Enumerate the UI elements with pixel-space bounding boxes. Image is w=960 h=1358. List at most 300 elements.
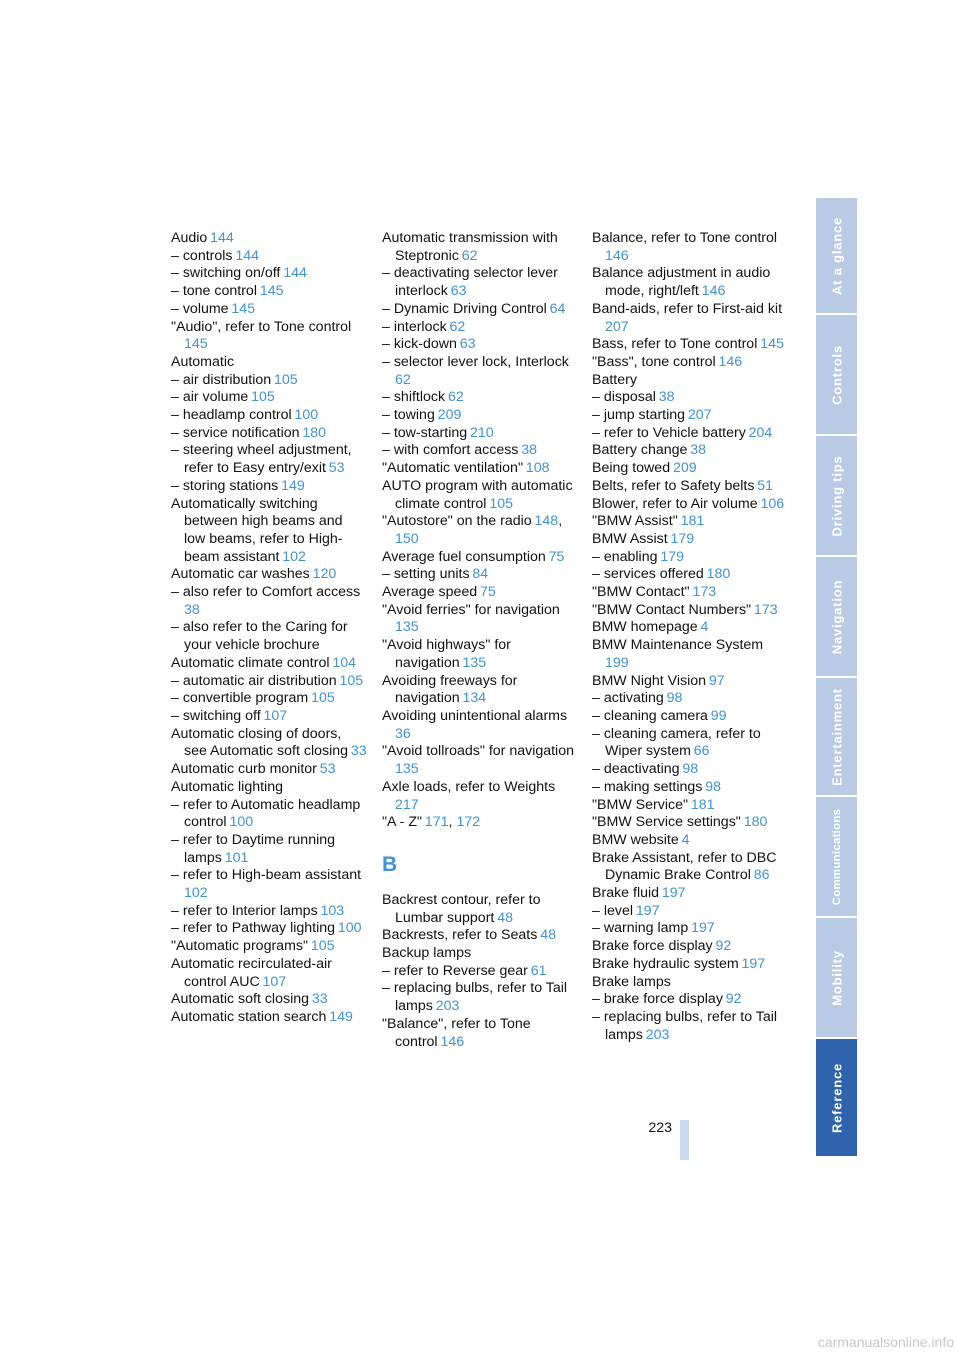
- index-entry: [382, 708, 578, 743]
- index-entry-text: – cleaning camera, refer to Wiper system: [592, 725, 761, 760]
- index-entry: [592, 230, 788, 265]
- index-entry-text: Automatic closing of doors, see Automatic soft closing: [171, 725, 349, 760]
- index-column-2: [382, 230, 578, 1051]
- page-reference-link[interactable]: 98: [682, 761, 699, 778]
- index-entry-text: – volume: [171, 300, 229, 317]
- page-reference-link[interactable]: 172: [456, 814, 481, 831]
- index-entry: [382, 319, 578, 337]
- index-entry-text: "BMW Service": [592, 796, 688, 813]
- index-entry: [592, 797, 788, 815]
- index-entry: [592, 885, 788, 903]
- index-entry-text: Brake Assistant, refer to DBC Dynamic Brake Control: [592, 849, 777, 884]
- index-entry-text: Automatic transmission with Steptronic: [382, 230, 558, 264]
- index-entry-text: Being towed: [592, 460, 671, 477]
- page-reference-link[interactable]: 197: [635, 902, 660, 919]
- index-entry-text: – tow-starting: [382, 424, 468, 441]
- index-entry: [171, 726, 367, 761]
- page-reference-link[interactable]: 134: [462, 690, 487, 707]
- index-entry: [382, 549, 578, 567]
- tab-mobility[interactable]: Mobility: [816, 918, 857, 1037]
- index-entry-text: – refer to High-beam assistant: [171, 867, 362, 884]
- index-entry-text: Backrests, refer to Seats: [382, 927, 538, 944]
- index-entry-text: Avoiding unintentional alarms: [382, 707, 568, 724]
- index-entry: [592, 1009, 788, 1044]
- page-reference-link[interactable]: 62: [395, 371, 411, 388]
- footer-watermark: carmanualsonline.info: [817, 1334, 954, 1350]
- index-entry-text: – also refer to Comfort access: [171, 584, 361, 601]
- page-reference-link[interactable]: 135: [395, 619, 419, 636]
- page-reference-link[interactable]: 149: [281, 477, 305, 494]
- index-entry: [382, 336, 578, 354]
- page-reference-link[interactable]: 101: [224, 849, 249, 866]
- page-reference-link[interactable]: 107: [262, 973, 287, 990]
- page-reference-link[interactable]: 209: [437, 407, 462, 424]
- page-reference-link[interactable]: 105: [310, 938, 335, 955]
- page-reference-link[interactable]: 173: [753, 601, 778, 618]
- page-reference-link[interactable]: 135: [462, 654, 487, 671]
- index-entry-text: BMW Assist: [592, 530, 668, 547]
- index-entry: [592, 814, 788, 832]
- page-reference-link[interactable]: 102: [184, 885, 208, 902]
- page-reference-link[interactable]: 33: [350, 743, 367, 760]
- index-entry-text: – jump starting: [592, 407, 686, 424]
- page-reference-link[interactable]: 181: [680, 513, 705, 530]
- index-entry: [592, 478, 788, 496]
- page-reference-link[interactable]: 38: [690, 442, 707, 459]
- index-entry: [592, 832, 788, 850]
- index-entry-text: Brake lamps: [592, 973, 671, 990]
- index-entry: [171, 938, 367, 956]
- index-entry-text: – disposal: [592, 389, 656, 406]
- page-reference-link[interactable]: 48: [540, 927, 556, 944]
- index-entry-text: Automatic curb monitor: [171, 761, 317, 778]
- index-entry: [171, 442, 367, 477]
- index-entry: [382, 980, 578, 1015]
- index-entry-text: Bass, refer to Tone control: [592, 336, 758, 353]
- index-entry: [592, 779, 788, 797]
- page-reference-link[interactable]: 145: [760, 336, 784, 353]
- index-entry-text: "Bass", tone control: [592, 353, 716, 370]
- index-entry: [592, 903, 788, 921]
- index-entry: "A - Z" 171, 172: [382, 814, 481, 831]
- index-entry: [382, 460, 578, 478]
- index-entry: [171, 619, 367, 654]
- index-entry: [171, 584, 367, 619]
- index-entry: [382, 407, 578, 425]
- index-entry-text: – cleaning camera: [592, 707, 708, 724]
- index-entry: [171, 920, 367, 938]
- page-number-bar: [680, 1120, 689, 1160]
- page-reference-link[interactable]: 98: [666, 690, 683, 707]
- index-entry-text: "Avoid tollroads" for navigation: [382, 743, 574, 760]
- index-entry-text: Average fuel consumption: [382, 548, 546, 565]
- page-reference-link[interactable]: 179: [670, 530, 695, 547]
- index-entry: [382, 1016, 578, 1051]
- page-reference-link[interactable]: 106: [760, 495, 785, 512]
- index-entry-text: – replacing bulbs, refer to Tail lamps: [592, 1008, 778, 1043]
- page-reference-link[interactable]: 180: [706, 566, 731, 583]
- index-entry-text: Brake force display: [592, 938, 713, 955]
- index-entry: [171, 1009, 367, 1027]
- index-entry: [171, 566, 367, 584]
- page-reference-link[interactable]: 203: [645, 1026, 670, 1043]
- index-entry-text: "Avoid highways" for navigation: [382, 637, 511, 671]
- page-reference-link[interactable]: 144: [210, 230, 234, 246]
- section-tabs: [816, 198, 857, 1158]
- page-reference-link[interactable]: 33: [311, 991, 328, 1008]
- index-entry-text: – making settings: [592, 778, 703, 795]
- page-reference-link[interactable]: 146: [605, 247, 629, 264]
- index-entry-text: Automatic: [171, 353, 235, 370]
- index-entry-text: – replacing bulbs, refer to Tail lamps: [382, 980, 568, 1015]
- index-entry: [592, 673, 788, 691]
- page-reference-link[interactable]: 86: [753, 867, 770, 884]
- index-entry-text: Balance adjustment in audio mode, right/left: [592, 265, 771, 300]
- index-entry-text: – switching off: [171, 707, 261, 724]
- index-entry-text: – also refer to the Caring for your vehicle brochure: [171, 619, 348, 654]
- index-entry-text: – refer to Automatic headlamp control: [171, 796, 361, 831]
- index-entry: [382, 779, 578, 814]
- page-number: 223: [648, 1120, 672, 1136]
- index-entry: [382, 892, 578, 927]
- page-reference-link[interactable]: 64: [549, 300, 566, 317]
- index-entry: [382, 673, 578, 708]
- page-reference-link[interactable]: 100: [337, 920, 362, 937]
- index-entry: [382, 478, 578, 513]
- index-entry-text: – setting units: [382, 566, 470, 583]
- index-entry: [592, 619, 788, 637]
- index-entry: [592, 354, 788, 372]
- page-reference-link[interactable]: 48: [497, 909, 513, 926]
- tab-reference[interactable]: Reference: [816, 1039, 857, 1156]
- tab-navigation[interactable]: Navigation: [816, 557, 857, 676]
- index-entry-text: "Autostore" on the radio: [382, 513, 532, 530]
- index-entry: [171, 867, 367, 902]
- page-reference-link[interactable]: 146: [440, 1033, 465, 1050]
- page-reference-link[interactable]: 92: [715, 938, 732, 955]
- page-reference-link[interactable]: 150: [395, 530, 419, 547]
- index-entry: [592, 602, 788, 620]
- page-reference-link[interactable]: 4: [681, 831, 690, 848]
- page-reference-link[interactable]: 92: [725, 991, 742, 1008]
- index-column-1: [171, 230, 367, 1027]
- page-reference-link[interactable]: 179: [660, 548, 684, 565]
- index-entry-text: – services offered: [592, 566, 704, 583]
- index-entry: [382, 743, 578, 778]
- page-reference-link[interactable]: 146: [718, 353, 743, 370]
- index-entry: [171, 496, 367, 567]
- page-reference-link[interactable]: 105: [489, 495, 513, 512]
- tab-driving-tips[interactable]: Driving tips: [816, 436, 857, 555]
- page-reference-link[interactable]: 181: [690, 796, 715, 813]
- page-reference-link[interactable]: 171: [424, 814, 449, 831]
- page-reference-link[interactable]: 207: [687, 407, 712, 424]
- page-reference-link[interactable]: 145: [259, 283, 284, 300]
- index-entry: [171, 690, 367, 708]
- index-entry: [171, 407, 367, 425]
- index-entry: [382, 584, 578, 602]
- page-reference-link[interactable]: 4: [700, 619, 709, 636]
- index-entry-text: – refer to Reverse gear: [382, 962, 528, 979]
- page-reference-link[interactable]: 197: [691, 920, 715, 937]
- page-reference-link[interactable]: 197: [741, 955, 766, 972]
- page-reference-link[interactable]: 107: [263, 707, 288, 724]
- index-entry: [382, 963, 578, 981]
- page-reference-link[interactable]: 120: [312, 566, 337, 583]
- index-entry: [171, 991, 367, 1009]
- index-entry: [382, 945, 578, 963]
- page-reference-link[interactable]: 145: [184, 336, 208, 353]
- index-entry: [382, 425, 578, 443]
- index-entry: [171, 372, 367, 390]
- page-reference-link[interactable]: 53: [319, 761, 336, 778]
- page-reference-link[interactable]: 209: [672, 460, 697, 477]
- index-entry-text: Belts, refer to Safety belts: [592, 477, 755, 494]
- page-reference-link[interactable]: 149: [329, 1008, 353, 1025]
- page-reference-link[interactable]: 217: [395, 796, 419, 813]
- index-entry-text: Automatic soft closing: [171, 991, 309, 1008]
- index-entry: [592, 336, 788, 354]
- index-entry-text: Avoiding freeways for navigation: [382, 672, 518, 707]
- page-reference-link[interactable]: 62: [449, 318, 466, 335]
- index-entry: [171, 354, 367, 372]
- page-reference-link[interactable]: 204: [748, 424, 773, 441]
- page-reference-link[interactable]: 197: [661, 885, 686, 902]
- page-reference-link[interactable]: 66: [693, 743, 710, 760]
- page-reference-link[interactable]: 62: [461, 247, 478, 264]
- index-entry-text: Backrest contour, refer to Lumbar support: [382, 891, 541, 926]
- index-entry-text: – controls: [171, 247, 233, 264]
- index-entry-text: – shiftlock: [382, 389, 446, 406]
- index-entry: [592, 372, 788, 390]
- page-reference-link[interactable]: 108: [525, 460, 550, 477]
- index-entry: [171, 832, 367, 867]
- page-reference-link[interactable]: 173: [692, 584, 717, 601]
- page-reference-link[interactable]: 62: [447, 389, 464, 406]
- page-reference-link[interactable]: 38: [521, 442, 538, 459]
- index-entry-text: "Automatic programs": [171, 938, 309, 955]
- index-entry: [382, 927, 578, 945]
- index-entry: [592, 974, 788, 992]
- page-reference-link[interactable]: 146: [701, 283, 726, 300]
- index-entry-text: Band-aids, refer to First-aid kit: [592, 300, 783, 317]
- index-entry-text: Battery: [592, 371, 637, 388]
- index-entry-text: – storing stations: [171, 477, 279, 494]
- index-entry-text: – selector lever lock, Interlock: [382, 353, 569, 370]
- index-entry-text: AUTO program with automatic climate control: [382, 477, 573, 512]
- index-entry: [171, 283, 367, 301]
- index-entry-text: Blower, refer to Air volume: [592, 495, 758, 512]
- index-entry-text: Automatic lighting: [171, 778, 283, 795]
- page-reference-link[interactable]: 98: [705, 778, 722, 795]
- page-reference-link[interactable]: 100: [294, 407, 319, 424]
- index-entry: [171, 389, 367, 407]
- page-reference-link[interactable]: 61: [530, 962, 547, 979]
- index-entry-text: "Avoid ferries" for navigation: [382, 601, 560, 618]
- page-reference-link[interactable]: 199: [605, 654, 629, 671]
- index-entry-text: – headlamp control: [171, 407, 292, 424]
- index-entry-text: "A - Z": [382, 814, 423, 831]
- index-entry-text: – level: [592, 902, 634, 919]
- page-reference-link[interactable]: 99: [710, 707, 727, 724]
- index-entry: [592, 265, 788, 300]
- index-entry-text: Brake fluid: [592, 885, 660, 902]
- index-entry-text: BMW website: [592, 831, 679, 848]
- page-reference-link[interactable]: 100: [229, 814, 254, 831]
- index-entry: [171, 230, 367, 248]
- index-entry: [171, 761, 367, 779]
- page-reference-link[interactable]: 97: [708, 672, 725, 689]
- index-entry-text: Brake hydraulic system: [592, 955, 739, 972]
- page-reference-link[interactable]: 104: [332, 654, 357, 671]
- index-entry: [171, 301, 367, 319]
- page-reference-link[interactable]: 145: [231, 300, 256, 317]
- index-entry-text: – warning lamp: [592, 920, 689, 937]
- page-reference-link[interactable]: 75: [548, 548, 565, 565]
- index-entry: [592, 566, 788, 584]
- index-entry: [592, 425, 788, 443]
- page-reference-link[interactable]: 105: [251, 389, 275, 406]
- index-entry: "Autostore" on the radio 148, 150: [382, 513, 563, 547]
- index-entry: [171, 478, 367, 496]
- index-entry: [592, 690, 788, 708]
- index-entry: [382, 230, 578, 265]
- index-entry-text: – deactivating: [592, 761, 680, 778]
- index-entry-text: "BMW Assist": [592, 513, 678, 530]
- index-entry: [592, 584, 788, 602]
- page-reference-link[interactable]: 38: [658, 389, 675, 406]
- index-entry-text: BMW Night Vision: [592, 672, 707, 689]
- index-entry: [592, 761, 788, 779]
- index-entry: [592, 442, 788, 460]
- index-entry-text: Audio: [171, 230, 208, 246]
- page-reference-link[interactable]: 38: [184, 601, 200, 618]
- index-entry-text: "Automatic ventilation": [382, 460, 523, 477]
- index-entry-text: Automatic car washes: [171, 566, 310, 583]
- index-entry: [382, 354, 578, 389]
- index-entry: [171, 248, 367, 266]
- index-entry: [592, 991, 788, 1009]
- index-entry-text: "Audio", refer to Tone control: [171, 318, 352, 335]
- index-entry: [592, 460, 788, 478]
- index-entry: [592, 513, 788, 531]
- page-reference-link[interactable]: 180: [302, 424, 327, 441]
- index-entry-text: – refer to Daytime running lamps: [171, 831, 336, 866]
- page-reference-link[interactable]: 203: [435, 998, 460, 1015]
- index-entry: [171, 708, 367, 726]
- index-entry-text: Axle loads, refer to Weights: [382, 778, 556, 795]
- page-reference-link[interactable]: 105: [339, 672, 364, 689]
- page-reference-link[interactable]: 63: [459, 336, 476, 353]
- page-reference-link[interactable]: 36: [395, 725, 411, 742]
- page-reference-link[interactable]: 210: [470, 424, 494, 441]
- page-reference-link[interactable]: 135: [395, 761, 419, 778]
- index-entry: [592, 708, 788, 726]
- page-reference-link[interactable]: 144: [283, 265, 307, 282]
- page-reference-link[interactable]: 75: [480, 584, 496, 601]
- index-entry-text: Balance, refer to Tone control: [592, 230, 778, 246]
- index-entry: [592, 496, 788, 514]
- index-entry-text: – kick-down: [382, 336, 457, 353]
- index-entry: [171, 265, 367, 283]
- index-entry-text: – air volume: [171, 389, 249, 406]
- index-entry: [171, 425, 367, 443]
- index-entry-text: – Dynamic Driving Control: [382, 300, 547, 317]
- index-entry-text: – brake force display: [592, 991, 723, 1008]
- index-entry-text: – refer to Vehicle battery: [592, 424, 746, 441]
- index-entry-text: – switching on/off: [171, 265, 281, 282]
- index-entry: [592, 920, 788, 938]
- tab-controls[interactable]: Controls: [816, 315, 857, 434]
- index-entry: [382, 265, 578, 300]
- page-reference-link[interactable]: 144: [235, 247, 260, 264]
- index-entry-text: – convertible program: [171, 690, 309, 707]
- index-entry: [171, 797, 367, 832]
- page-reference-link[interactable]: 207: [605, 318, 629, 335]
- index-entry: [382, 442, 578, 460]
- index-entry: [592, 850, 788, 885]
- page-reference-link[interactable]: 103: [320, 902, 345, 919]
- index-entry-text: – refer to Interior lamps: [171, 902, 318, 919]
- page-reference-link[interactable]: 105: [274, 371, 298, 388]
- index-entry-text: "BMW Contact": [592, 584, 690, 601]
- index-entry: [171, 779, 367, 797]
- index-entry: [592, 956, 788, 974]
- index-entry: [171, 956, 367, 991]
- index-entry-text: – deactivating selector lever interlock: [382, 265, 558, 300]
- index-entry: [592, 301, 788, 336]
- index-entry: [171, 319, 367, 354]
- index-entry: [171, 673, 367, 691]
- page-reference-link[interactable]: 84: [472, 566, 489, 583]
- index-entry: [592, 637, 788, 672]
- page-reference-link[interactable]: 102: [282, 548, 306, 565]
- index-entry: [592, 549, 788, 567]
- index-entry-text: Average speed: [382, 584, 478, 601]
- tab-at-a-glance[interactable]: At a glance: [816, 198, 857, 313]
- index-entry-text: Automatic climate control: [171, 654, 330, 671]
- page-reference-link[interactable]: 53: [328, 460, 345, 477]
- index-entry-text: BMW Maintenance System: [592, 637, 764, 654]
- index-entry: [171, 903, 367, 921]
- page-reference-link[interactable]: 105: [311, 690, 335, 707]
- index-entry: [382, 637, 578, 672]
- index-column-3: [592, 230, 788, 1044]
- index-entry-text: "Balance", refer to Tone control: [382, 1015, 531, 1050]
- page-reference-link[interactable]: 180: [743, 814, 768, 831]
- index-entry: [592, 938, 788, 956]
- index-entry-text: – enabling: [592, 548, 658, 565]
- index-entry-text: – tone control: [171, 283, 257, 300]
- index-entry-text: – activating: [592, 690, 664, 707]
- index-entry-text: – refer to Pathway lighting: [171, 920, 336, 937]
- page-reference-link[interactable]: 63: [450, 283, 467, 300]
- tab-communications[interactable]: Communications: [816, 797, 857, 916]
- index-entry: [592, 389, 788, 407]
- page-reference-link[interactable]: 51: [757, 477, 774, 494]
- index-entry-text: Automatic station search: [171, 1008, 327, 1025]
- page-reference-link[interactable]: 148: [534, 513, 559, 530]
- index-entry-text: – steering wheel adjustment, refer to Easy entry/exit: [171, 442, 352, 477]
- index-entry-text: BMW homepage: [592, 619, 698, 636]
- index-entry-text: – service notification: [171, 424, 300, 441]
- index-section-letter: B: [382, 852, 398, 876]
- index-entry: [382, 566, 578, 584]
- index-entry-text: "BMW Contact Numbers": [592, 601, 752, 618]
- index-entry-text: "BMW Service settings": [592, 814, 741, 831]
- tab-entertainment[interactable]: Entertainment: [816, 678, 857, 795]
- index-entry-text: – interlock: [382, 318, 447, 335]
